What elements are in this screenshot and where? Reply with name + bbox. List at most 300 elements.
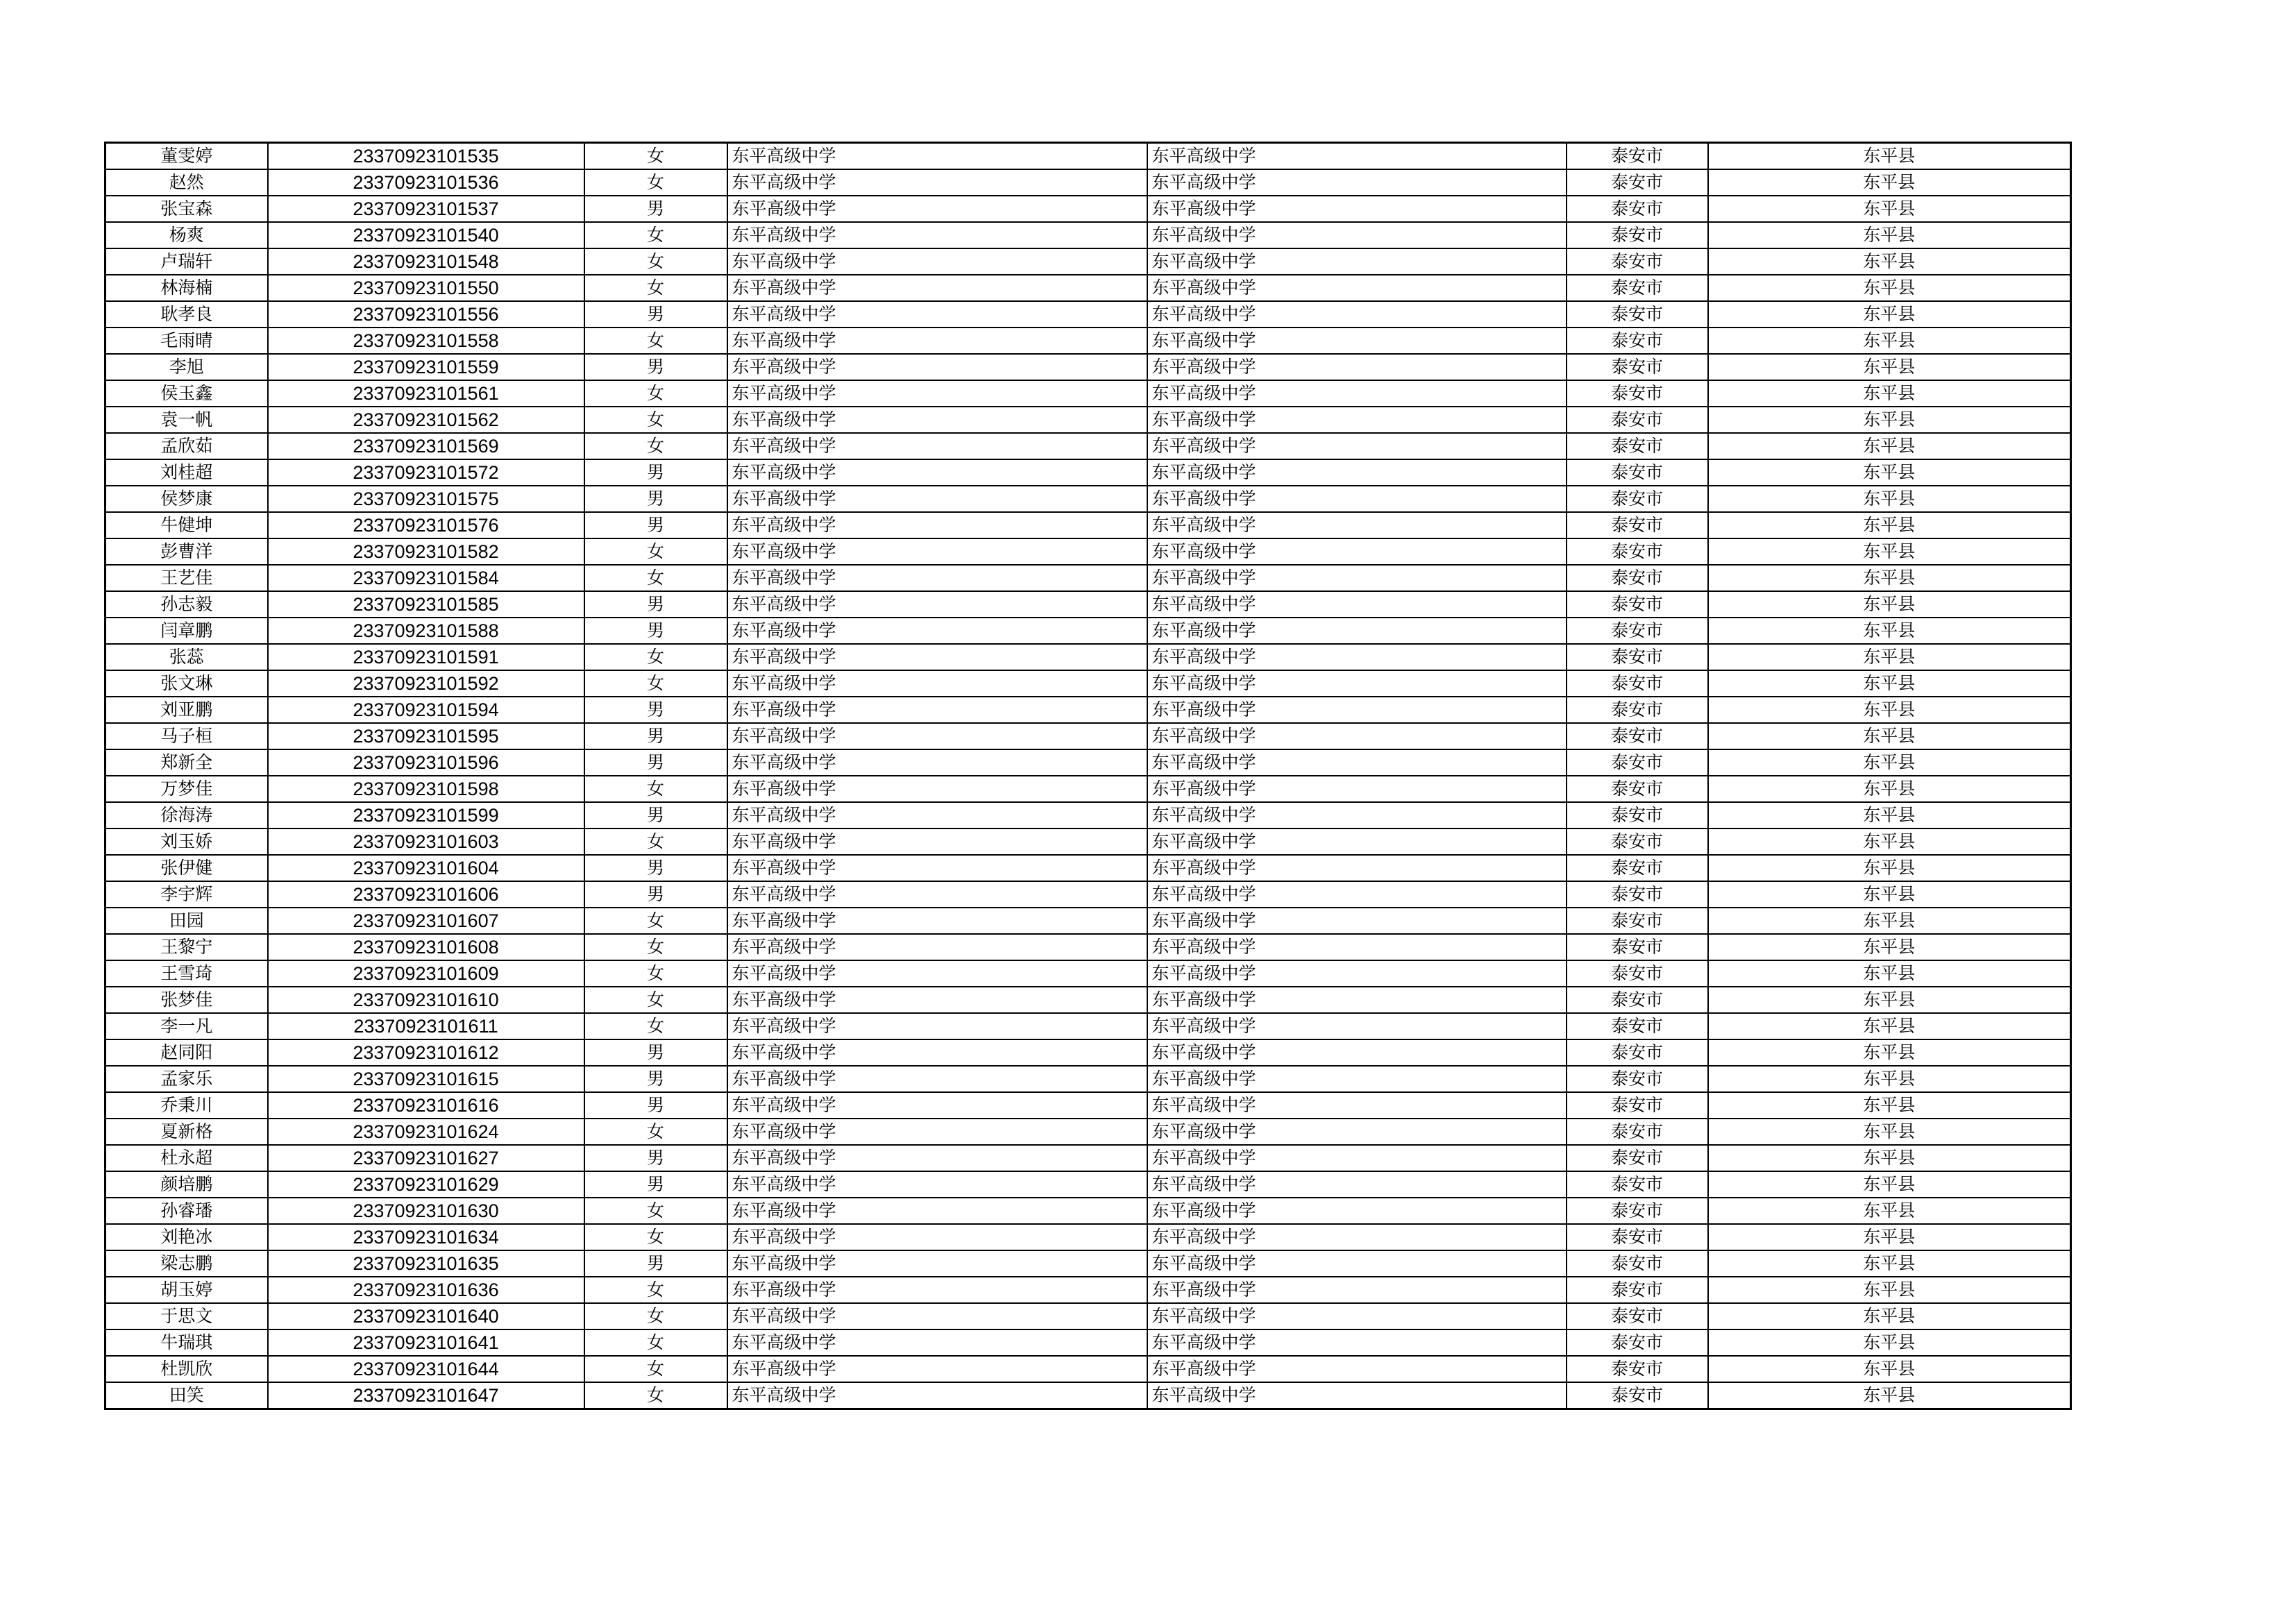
city-cell: 泰安市	[1567, 934, 1708, 960]
table-row	[105, 881, 2071, 908]
student-name-cell: 李一凡	[105, 1013, 268, 1039]
county-cell: 东平县	[1708, 960, 2071, 987]
county-cell: 东平县	[1708, 1145, 2071, 1171]
county-cell: 东平县	[1708, 1356, 2071, 1382]
exam-site-cell: 东平高级中学	[1147, 538, 1567, 565]
city-cell: 泰安市	[1567, 723, 1708, 749]
county-cell: 东平县	[1708, 697, 2071, 723]
school-cell: 东平高级中学	[727, 275, 1147, 301]
city-cell: 泰安市	[1567, 565, 1708, 591]
gender-cell: 女	[584, 143, 727, 170]
city-cell: 泰安市	[1567, 275, 1708, 301]
student-name-cell: 王艺佳	[105, 565, 268, 591]
school-cell: 东平高级中学	[727, 934, 1147, 960]
city-cell: 泰安市	[1567, 855, 1708, 881]
table-row	[105, 486, 2071, 512]
exam-site-cell: 东平高级中学	[1147, 1145, 1567, 1171]
table-row	[105, 960, 2071, 987]
county-cell: 东平县	[1708, 618, 2071, 644]
county-cell: 东平县	[1708, 169, 2071, 196]
school-cell: 东平高级中学	[727, 433, 1147, 459]
city-cell: 泰安市	[1567, 1198, 1708, 1224]
school-cell: 东平高级中学	[727, 486, 1147, 512]
gender-cell: 男	[584, 354, 727, 380]
school-cell: 东平高级中学	[727, 248, 1147, 275]
city-cell: 泰安市	[1567, 248, 1708, 275]
exam-number-cell: 23370923101634	[268, 1224, 584, 1250]
table-row	[105, 1066, 2071, 1092]
county-cell: 东平县	[1708, 908, 2071, 934]
city-cell: 泰安市	[1567, 670, 1708, 697]
school-cell: 东平高级中学	[727, 591, 1147, 618]
table-row	[105, 670, 2071, 697]
exam-number-cell: 23370923101562	[268, 407, 584, 433]
city-cell: 泰安市	[1567, 222, 1708, 248]
exam-site-cell: 东平高级中学	[1147, 908, 1567, 934]
city-cell: 泰安市	[1567, 380, 1708, 407]
student-name-cell: 万梦佳	[105, 776, 268, 802]
exam-number-cell: 23370923101607	[268, 908, 584, 934]
city-cell: 泰安市	[1567, 1066, 1708, 1092]
county-cell: 东平县	[1708, 1224, 2071, 1250]
county-cell: 东平县	[1708, 855, 2071, 881]
school-cell: 东平高级中学	[727, 987, 1147, 1013]
exam-site-cell: 东平高级中学	[1147, 565, 1567, 591]
county-cell: 东平县	[1708, 1039, 2071, 1066]
exam-site-cell: 东平高级中学	[1147, 723, 1567, 749]
table-row	[105, 723, 2071, 749]
student-name-cell: 夏新格	[105, 1119, 268, 1145]
exam-number-cell: 23370923101629	[268, 1171, 584, 1198]
county-cell: 东平县	[1708, 1171, 2071, 1198]
student-name-cell: 马子桓	[105, 723, 268, 749]
school-cell: 东平高级中学	[727, 407, 1147, 433]
gender-cell: 女	[584, 1356, 727, 1382]
gender-cell: 女	[584, 934, 727, 960]
exam-number-cell: 23370923101598	[268, 776, 584, 802]
student-name-cell: 颜培鹏	[105, 1171, 268, 1198]
gender-cell: 女	[584, 1329, 727, 1356]
exam-site-cell: 东平高级中学	[1147, 1066, 1567, 1092]
exam-site-cell: 东平高级中学	[1147, 1119, 1567, 1145]
student-name-cell: 赵同阳	[105, 1039, 268, 1066]
county-cell: 东平县	[1708, 301, 2071, 328]
school-cell: 东平高级中学	[727, 1224, 1147, 1250]
exam-number-cell: 23370923101635	[268, 1250, 584, 1277]
gender-cell: 女	[584, 248, 727, 275]
gender-cell: 男	[584, 1092, 727, 1119]
exam-site-cell: 东平高级中学	[1147, 802, 1567, 829]
gender-cell: 男	[584, 618, 727, 644]
table-row	[105, 380, 2071, 407]
city-cell: 泰安市	[1567, 1382, 1708, 1409]
exam-number-cell: 23370923101550	[268, 275, 584, 301]
student-name-cell: 孟欣茹	[105, 433, 268, 459]
exam-site-cell: 东平高级中学	[1147, 1356, 1567, 1382]
school-cell: 东平高级中学	[727, 855, 1147, 881]
table-row	[105, 1171, 2071, 1198]
school-cell: 东平高级中学	[727, 1382, 1147, 1409]
table-row	[105, 987, 2071, 1013]
city-cell: 泰安市	[1567, 1356, 1708, 1382]
gender-cell: 男	[584, 1145, 727, 1171]
student-name-cell: 张伊健	[105, 855, 268, 881]
exam-number-cell: 23370923101640	[268, 1303, 584, 1329]
school-cell: 东平高级中学	[727, 512, 1147, 538]
county-cell: 东平县	[1708, 1250, 2071, 1277]
exam-site-cell: 东平高级中学	[1147, 169, 1567, 196]
student-name-cell: 毛雨晴	[105, 328, 268, 354]
table-row	[105, 407, 2071, 433]
city-cell: 泰安市	[1567, 1145, 1708, 1171]
student-name-cell: 张梦佳	[105, 987, 268, 1013]
student-name-cell: 田笑	[105, 1382, 268, 1409]
county-cell: 东平县	[1708, 433, 2071, 459]
exam-number-cell: 23370923101537	[268, 196, 584, 222]
county-cell: 东平县	[1708, 328, 2071, 354]
county-cell: 东平县	[1708, 591, 2071, 618]
school-cell: 东平高级中学	[727, 1250, 1147, 1277]
table-row	[105, 855, 2071, 881]
school-cell: 东平高级中学	[727, 697, 1147, 723]
exam-site-cell: 东平高级中学	[1147, 644, 1567, 670]
exam-number-cell: 23370923101606	[268, 881, 584, 908]
city-cell: 泰安市	[1567, 433, 1708, 459]
exam-site-cell: 东平高级中学	[1147, 328, 1567, 354]
gender-cell: 男	[584, 749, 727, 776]
exam-number-cell: 23370923101612	[268, 1039, 584, 1066]
student-name-cell: 杜永超	[105, 1145, 268, 1171]
table-row	[105, 1119, 2071, 1145]
exam-site-cell: 东平高级中学	[1147, 512, 1567, 538]
exam-number-cell: 23370923101592	[268, 670, 584, 697]
gender-cell: 女	[584, 169, 727, 196]
student-name-cell: 闫章鹏	[105, 618, 268, 644]
exam-site-cell: 东平高级中学	[1147, 196, 1567, 222]
exam-number-cell: 23370923101576	[268, 512, 584, 538]
exam-number-cell: 23370923101599	[268, 802, 584, 829]
student-name-cell: 胡玉婷	[105, 1277, 268, 1303]
school-cell: 东平高级中学	[727, 960, 1147, 987]
exam-site-cell: 东平高级中学	[1147, 486, 1567, 512]
gender-cell: 女	[584, 222, 727, 248]
exam-number-cell: 23370923101641	[268, 1329, 584, 1356]
student-name-cell: 卢瑞轩	[105, 248, 268, 275]
school-cell: 东平高级中学	[727, 354, 1147, 380]
county-cell: 东平县	[1708, 1092, 2071, 1119]
table-row	[105, 328, 2071, 354]
exam-number-cell: 23370923101582	[268, 538, 584, 565]
city-cell: 泰安市	[1567, 776, 1708, 802]
city-cell: 泰安市	[1567, 1171, 1708, 1198]
city-cell: 泰安市	[1567, 908, 1708, 934]
school-cell: 东平高级中学	[727, 1092, 1147, 1119]
table-row	[105, 591, 2071, 618]
gender-cell: 女	[584, 1013, 727, 1039]
exam-number-cell: 23370923101548	[268, 248, 584, 275]
table-row	[105, 749, 2071, 776]
county-cell: 东平县	[1708, 407, 2071, 433]
county-cell: 东平县	[1708, 222, 2071, 248]
gender-cell: 女	[584, 987, 727, 1013]
exam-site-cell: 东平高级中学	[1147, 380, 1567, 407]
county-cell: 东平县	[1708, 380, 2071, 407]
school-cell: 东平高级中学	[727, 459, 1147, 486]
exam-number-cell: 23370923101636	[268, 1277, 584, 1303]
school-cell: 东平高级中学	[727, 644, 1147, 670]
exam-site-cell: 东平高级中学	[1147, 275, 1567, 301]
table-row	[105, 196, 2071, 222]
exam-site-cell: 东平高级中学	[1147, 143, 1567, 170]
school-cell: 东平高级中学	[727, 1277, 1147, 1303]
gender-cell: 女	[584, 1382, 727, 1409]
city-cell: 泰安市	[1567, 196, 1708, 222]
gender-cell: 女	[584, 380, 727, 407]
student-name-cell: 郑新全	[105, 749, 268, 776]
exam-site-cell: 东平高级中学	[1147, 1250, 1567, 1277]
county-cell: 东平县	[1708, 486, 2071, 512]
exam-number-cell: 23370923101647	[268, 1382, 584, 1409]
roster-body	[105, 143, 2071, 1409]
city-cell: 泰安市	[1567, 644, 1708, 670]
table-row	[105, 222, 2071, 248]
table-row	[105, 1303, 2071, 1329]
school-cell: 东平高级中学	[727, 196, 1147, 222]
exam-site-cell: 东平高级中学	[1147, 934, 1567, 960]
table-row	[105, 1092, 2071, 1119]
gender-cell: 女	[584, 538, 727, 565]
gender-cell: 女	[584, 565, 727, 591]
exam-number-cell: 23370923101630	[268, 1198, 584, 1224]
table-row	[105, 1329, 2071, 1356]
table-row	[105, 301, 2071, 328]
exam-site-cell: 东平高级中学	[1147, 1303, 1567, 1329]
city-cell: 泰安市	[1567, 802, 1708, 829]
county-cell: 东平县	[1708, 1382, 2071, 1409]
exam-number-cell: 23370923101616	[268, 1092, 584, 1119]
exam-site-cell: 东平高级中学	[1147, 855, 1567, 881]
table-row	[105, 829, 2071, 855]
school-cell: 东平高级中学	[727, 328, 1147, 354]
county-cell: 东平县	[1708, 1329, 2071, 1356]
student-name-cell: 牛瑞琪	[105, 1329, 268, 1356]
table-row	[105, 697, 2071, 723]
exam-number-cell: 23370923101596	[268, 749, 584, 776]
table-row	[105, 1356, 2071, 1382]
gender-cell: 女	[584, 644, 727, 670]
table-row	[105, 433, 2071, 459]
table-row	[105, 908, 2071, 934]
student-name-cell: 赵然	[105, 169, 268, 196]
table-row	[105, 802, 2071, 829]
gender-cell: 女	[584, 275, 727, 301]
school-cell: 东平高级中学	[727, 1198, 1147, 1224]
gender-cell: 男	[584, 881, 727, 908]
school-cell: 东平高级中学	[727, 1119, 1147, 1145]
exam-site-cell: 东平高级中学	[1147, 459, 1567, 486]
table-row	[105, 618, 2071, 644]
city-cell: 泰安市	[1567, 328, 1708, 354]
city-cell: 泰安市	[1567, 591, 1708, 618]
student-name-cell: 王黎宁	[105, 934, 268, 960]
exam-number-cell: 23370923101595	[268, 723, 584, 749]
exam-number-cell: 23370923101624	[268, 1119, 584, 1145]
city-cell: 泰安市	[1567, 881, 1708, 908]
student-name-cell: 侯梦康	[105, 486, 268, 512]
school-cell: 东平高级中学	[727, 908, 1147, 934]
exam-site-cell: 东平高级中学	[1147, 1013, 1567, 1039]
exam-number-cell: 23370923101615	[268, 1066, 584, 1092]
exam-number-cell: 23370923101572	[268, 459, 584, 486]
school-cell: 东平高级中学	[727, 802, 1147, 829]
exam-site-cell: 东平高级中学	[1147, 301, 1567, 328]
student-name-cell: 耿孝良	[105, 301, 268, 328]
student-name-cell: 杨爽	[105, 222, 268, 248]
student-name-cell: 刘玉娇	[105, 829, 268, 855]
exam-number-cell: 23370923101561	[268, 380, 584, 407]
exam-number-cell: 23370923101540	[268, 222, 584, 248]
exam-site-cell: 东平高级中学	[1147, 1329, 1567, 1356]
gender-cell: 女	[584, 829, 727, 855]
city-cell: 泰安市	[1567, 459, 1708, 486]
exam-number-cell: 23370923101611	[268, 1013, 584, 1039]
table-row	[105, 1013, 2071, 1039]
county-cell: 东平县	[1708, 881, 2071, 908]
city-cell: 泰安市	[1567, 143, 1708, 170]
county-cell: 东平县	[1708, 749, 2071, 776]
table-row	[105, 776, 2071, 802]
city-cell: 泰安市	[1567, 1092, 1708, 1119]
gender-cell: 男	[584, 591, 727, 618]
gender-cell: 男	[584, 1171, 727, 1198]
city-cell: 泰安市	[1567, 169, 1708, 196]
exam-number-cell: 23370923101588	[268, 618, 584, 644]
exam-site-cell: 东平高级中学	[1147, 776, 1567, 802]
school-cell: 东平高级中学	[727, 1013, 1147, 1039]
exam-number-cell: 23370923101558	[268, 328, 584, 354]
city-cell: 泰安市	[1567, 538, 1708, 565]
county-cell: 东平县	[1708, 987, 2071, 1013]
county-cell: 东平县	[1708, 1119, 2071, 1145]
school-cell: 东平高级中学	[727, 538, 1147, 565]
city-cell: 泰安市	[1567, 486, 1708, 512]
table-row	[105, 644, 2071, 670]
county-cell: 东平县	[1708, 538, 2071, 565]
table-row	[105, 1198, 2071, 1224]
table-row	[105, 169, 2071, 196]
gender-cell: 女	[584, 776, 727, 802]
exam-number-cell: 23370923101610	[268, 987, 584, 1013]
table-row	[105, 143, 2071, 170]
exam-site-cell: 东平高级中学	[1147, 1039, 1567, 1066]
gender-cell: 男	[584, 697, 727, 723]
gender-cell: 男	[584, 1039, 727, 1066]
exam-number-cell: 23370923101609	[268, 960, 584, 987]
table-row	[105, 565, 2071, 591]
student-name-cell: 张宝森	[105, 196, 268, 222]
student-name-cell: 董雯婷	[105, 143, 268, 170]
school-cell: 东平高级中学	[727, 1329, 1147, 1356]
student-name-cell: 李旭	[105, 354, 268, 380]
student-name-cell: 孙睿璠	[105, 1198, 268, 1224]
exam-number-cell: 23370923101608	[268, 934, 584, 960]
exam-number-cell: 23370923101603	[268, 829, 584, 855]
county-cell: 东平县	[1708, 776, 2071, 802]
city-cell: 泰安市	[1567, 1303, 1708, 1329]
county-cell: 东平县	[1708, 1303, 2071, 1329]
student-name-cell: 侯玉鑫	[105, 380, 268, 407]
table-row	[105, 1039, 2071, 1066]
school-cell: 东平高级中学	[727, 749, 1147, 776]
city-cell: 泰安市	[1567, 354, 1708, 380]
exam-number-cell: 23370923101575	[268, 486, 584, 512]
table-row	[105, 1224, 2071, 1250]
table-row	[105, 459, 2071, 486]
school-cell: 东平高级中学	[727, 143, 1147, 170]
city-cell: 泰安市	[1567, 1250, 1708, 1277]
gender-cell: 女	[584, 908, 727, 934]
county-cell: 东平县	[1708, 802, 2071, 829]
student-name-cell: 彭曹洋	[105, 538, 268, 565]
school-cell: 东平高级中学	[727, 301, 1147, 328]
student-name-cell: 杜凯欣	[105, 1356, 268, 1382]
exam-number-cell: 23370923101556	[268, 301, 584, 328]
student-name-cell: 张文琳	[105, 670, 268, 697]
exam-number-cell: 23370923101644	[268, 1356, 584, 1382]
student-name-cell: 于思文	[105, 1303, 268, 1329]
table-row	[105, 1277, 2071, 1303]
county-cell: 东平县	[1708, 829, 2071, 855]
exam-site-cell: 东平高级中学	[1147, 591, 1567, 618]
county-cell: 东平县	[1708, 565, 2071, 591]
exam-site-cell: 东平高级中学	[1147, 248, 1567, 275]
school-cell: 东平高级中学	[727, 169, 1147, 196]
school-cell: 东平高级中学	[727, 1303, 1147, 1329]
county-cell: 东平县	[1708, 934, 2071, 960]
gender-cell: 男	[584, 1250, 727, 1277]
exam-site-cell: 东平高级中学	[1147, 987, 1567, 1013]
student-name-cell: 孟家乐	[105, 1066, 268, 1092]
student-name-cell: 刘艳冰	[105, 1224, 268, 1250]
school-cell: 东平高级中学	[727, 881, 1147, 908]
student-name-cell: 张蕊	[105, 644, 268, 670]
exam-number-cell: 23370923101604	[268, 855, 584, 881]
city-cell: 泰安市	[1567, 512, 1708, 538]
exam-number-cell: 23370923101594	[268, 697, 584, 723]
table-row	[105, 512, 2071, 538]
exam-site-cell: 东平高级中学	[1147, 354, 1567, 380]
school-cell: 东平高级中学	[727, 380, 1147, 407]
city-cell: 泰安市	[1567, 1039, 1708, 1066]
city-cell: 泰安市	[1567, 960, 1708, 987]
school-cell: 东平高级中学	[727, 723, 1147, 749]
exam-number-cell: 23370923101585	[268, 591, 584, 618]
gender-cell: 女	[584, 433, 727, 459]
exam-site-cell: 东平高级中学	[1147, 222, 1567, 248]
county-cell: 东平县	[1708, 143, 2071, 170]
city-cell: 泰安市	[1567, 1013, 1708, 1039]
exam-number-cell: 23370923101559	[268, 354, 584, 380]
exam-site-cell: 东平高级中学	[1147, 960, 1567, 987]
exam-site-cell: 东平高级中学	[1147, 829, 1567, 855]
gender-cell: 男	[584, 802, 727, 829]
city-cell: 泰安市	[1567, 407, 1708, 433]
table-row	[105, 275, 2071, 301]
gender-cell: 女	[584, 328, 727, 354]
exam-site-cell: 东平高级中学	[1147, 1382, 1567, 1409]
exam-number-cell: 23370923101584	[268, 565, 584, 591]
student-name-cell: 王雪琦	[105, 960, 268, 987]
